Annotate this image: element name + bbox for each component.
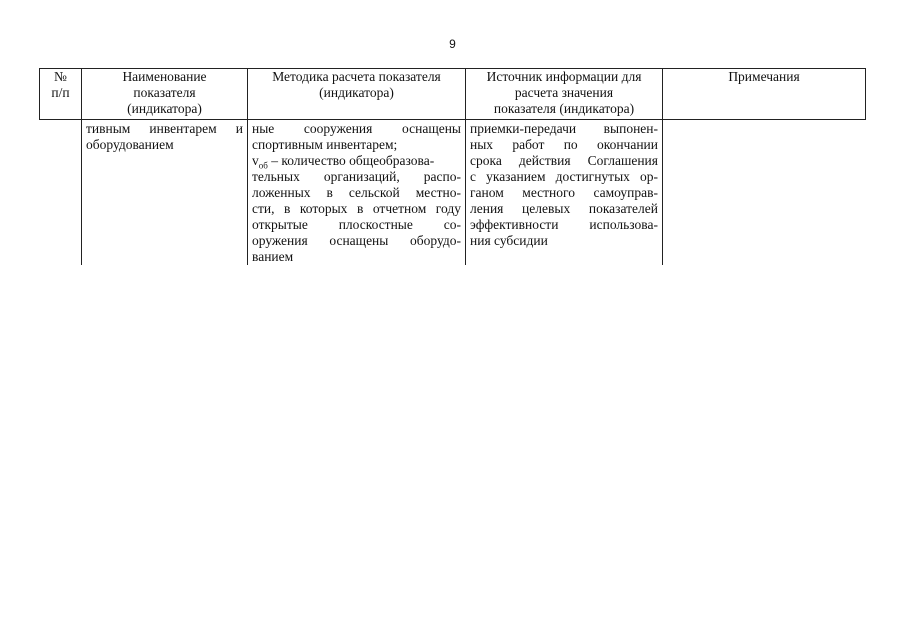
variable-subscript: об: [258, 160, 268, 171]
table-row: [40, 120, 866, 266]
header-notes: Примечания: [663, 69, 866, 120]
table-header-row: [40, 69, 866, 120]
header-information-source: Источник информации для расчета значения показателя (индикатора): [466, 69, 663, 120]
indicator-table: [39, 68, 866, 265]
header-calculation-method: Методика расчета показателя (индикатора): [248, 69, 466, 120]
variable-description: – количество общеобразова-: [267, 153, 435, 168]
cell-indicator-name: тивным инвентарем и оборудованием: [82, 120, 248, 266]
header-indicator-name: Наименование показателя (индикатора): [82, 69, 248, 120]
header-number: № п/п: [40, 69, 82, 120]
variable-symbol: v: [252, 153, 259, 168]
cell-information-source: приемки-передачи выпонен- ных работ по окончании срока действия Соглашения с указанием достигнутых ор- ганом местного самоуправ- ления целевых показателей эффективности использова- ния субсидии: [466, 120, 663, 266]
cell-notes: [663, 120, 866, 266]
cell-number: [40, 120, 82, 266]
cell-calculation-method: ные сооружения оснащены спортивным инвентарем; $v_{об}$ – количество общеобразова- тельных организаций, распо- ложенных в сельской местно- сти, в которых в отчетном году открытые плоскостные со- оружения оснащены оборудо- ванием: [248, 120, 466, 266]
page-number: 9: [449, 37, 456, 51]
variable-definition: [252, 153, 461, 169]
